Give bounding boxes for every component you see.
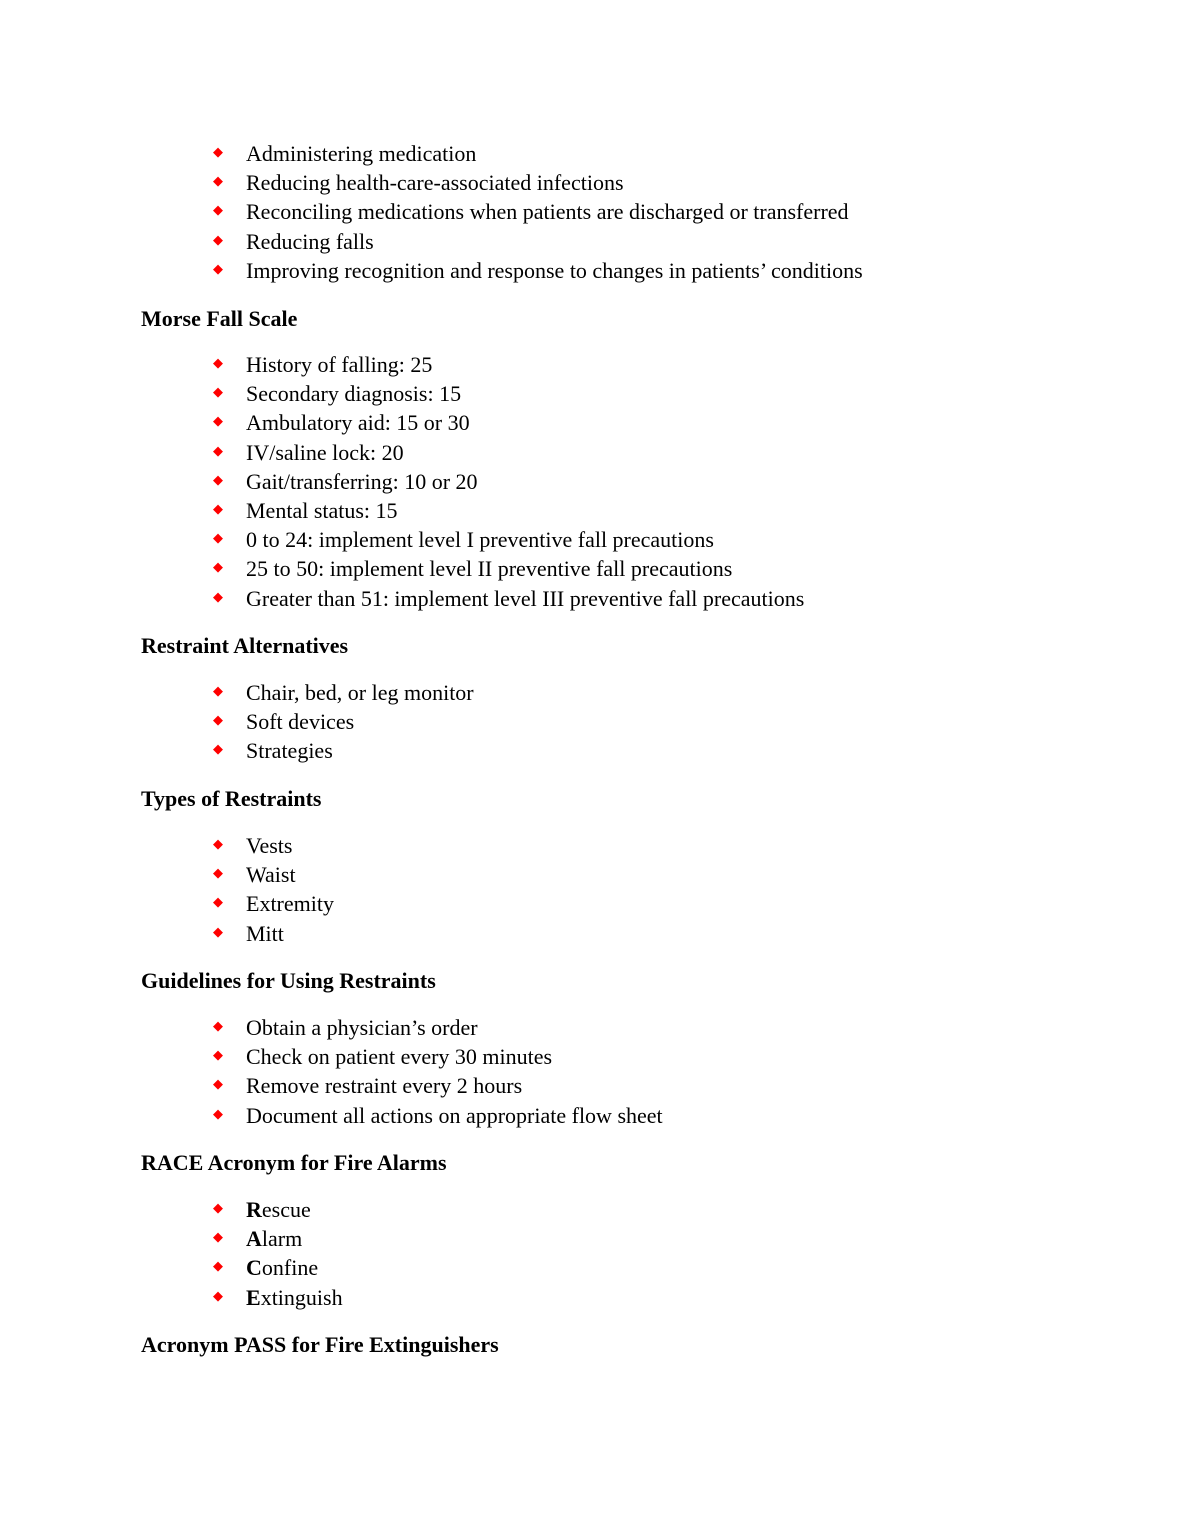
list-item-text: Remove restraint every 2 hours	[246, 1073, 523, 1099]
acronym-item-text	[246, 1283, 343, 1312]
list-item-text: Waist	[246, 862, 296, 888]
list-item-text: Reducing falls	[246, 228, 374, 254]
list-item-text: Chair, bed, or leg monitor	[246, 680, 474, 705]
diamond-bullet-icon: ◆	[213, 1047, 223, 1063]
diamond-bullet-icon: ◆	[213, 865, 223, 881]
diamond-bullet-icon: ◆	[213, 1258, 223, 1274]
list-item-text: Check on patient every 30 minutes	[246, 1044, 553, 1070]
acronym-item-text	[246, 1195, 311, 1224]
list-item-text: Greater than 51: implement level III preventive fall precautions	[246, 585, 805, 611]
list-item-text: Extremity	[246, 891, 334, 917]
acronym-letter: R	[246, 1197, 262, 1222]
list-item-text: Soft devices	[246, 709, 355, 735]
guidelines-heading: Guidelines for Using Restraints	[141, 968, 436, 993]
morse-fall-scale-heading: Morse Fall Scale	[141, 306, 298, 331]
diamond-bullet-icon: ◆	[213, 355, 223, 370]
list-item-text: IV/saline lock: 20	[246, 439, 404, 465]
diamond-bullet-icon: ◆	[213, 530, 223, 546]
acronym-letter: C	[246, 1255, 262, 1281]
diamond-bullet-icon: ◆	[213, 384, 223, 400]
list-item-text: Mental status: 15	[246, 497, 398, 523]
diamond-bullet-icon: ◆	[213, 231, 223, 247]
list-item-text: History of falling: 25	[246, 352, 433, 377]
acronym-item-text	[246, 1253, 318, 1282]
diamond-bullet-icon: ◆	[213, 442, 223, 458]
acronym-letter: E	[246, 1284, 261, 1310]
types-of-restraints-heading: Types of Restraints	[141, 786, 322, 811]
diamond-bullet-icon: ◆	[213, 894, 223, 910]
list-item-text: Reconciling medications when patients are discharged or transferred	[246, 199, 849, 225]
list-item-text: Document all actions on appropriate flow sheet	[246, 1102, 663, 1128]
acronym-rest: larm	[261, 1226, 303, 1252]
acronym-rest: onfine	[261, 1255, 319, 1281]
acronym-letter: A	[246, 1226, 262, 1252]
diamond-bullet-icon: ◆	[213, 471, 223, 487]
acronym-rest: xtinguish	[260, 1284, 343, 1310]
list-item-text: 25 to 50: implement level II preventive fall precautions	[246, 556, 733, 582]
diamond-bullet-icon: ◆	[213, 1200, 223, 1215]
diamond-bullet-icon: ◆	[213, 923, 223, 939]
diamond-bullet-icon: ◆	[213, 500, 223, 516]
diamond-bullet-icon: ◆	[213, 1287, 223, 1303]
diamond-bullet-icon: ◆	[213, 1076, 223, 1092]
diamond-bullet-icon: ◆	[213, 202, 223, 218]
race-acronym-heading: RACE Acronym for Fire Alarms	[141, 1150, 447, 1175]
list-item-text: Ambulatory aid: 15 or 30	[246, 410, 470, 436]
list-item-text: Administering medication	[246, 141, 477, 166]
diamond-bullet-icon: ◆	[213, 559, 223, 575]
diamond-bullet-icon: ◆	[213, 712, 223, 728]
diamond-bullet-icon: ◆	[213, 144, 223, 159]
acronym-item-text	[246, 1224, 302, 1253]
diamond-bullet-icon: ◆	[213, 1229, 223, 1245]
diamond-bullet-icon: ◆	[213, 741, 223, 757]
list-item-text: Strategies	[246, 738, 333, 764]
diamond-bullet-icon: ◆	[213, 588, 223, 604]
list-item-text: Reducing health-care-associated infections	[246, 170, 624, 196]
list-item-text: Improving recognition and response to changes in patients’ conditions	[246, 257, 863, 283]
pass-acronym-heading: Acronym PASS for Fire Extinguishers	[141, 1332, 499, 1357]
acronym-rest: escue	[261, 1197, 311, 1222]
list-item-text: Vests	[246, 833, 293, 858]
list-item-text: Mitt	[246, 920, 284, 946]
list-item-text: Gait/transferring: 10 or 20	[246, 468, 478, 494]
restraint-alternatives-heading: Restraint Alternatives	[141, 633, 349, 658]
diamond-bullet-icon: ◆	[213, 836, 223, 851]
diamond-bullet-icon: ◆	[213, 683, 223, 698]
list-item-text: 0 to 24: implement level I preventive fall precautions	[246, 527, 714, 553]
diamond-bullet-icon: ◆	[213, 173, 223, 189]
diamond-bullet-icon: ◆	[213, 260, 223, 276]
list-item-text: Secondary diagnosis: 15	[246, 381, 462, 407]
diamond-bullet-icon: ◆	[213, 1018, 223, 1033]
diamond-bullet-icon: ◆	[213, 1105, 223, 1121]
list-item-text: Obtain a physician’s order	[246, 1015, 478, 1040]
diamond-bullet-icon: ◆	[213, 413, 223, 429]
